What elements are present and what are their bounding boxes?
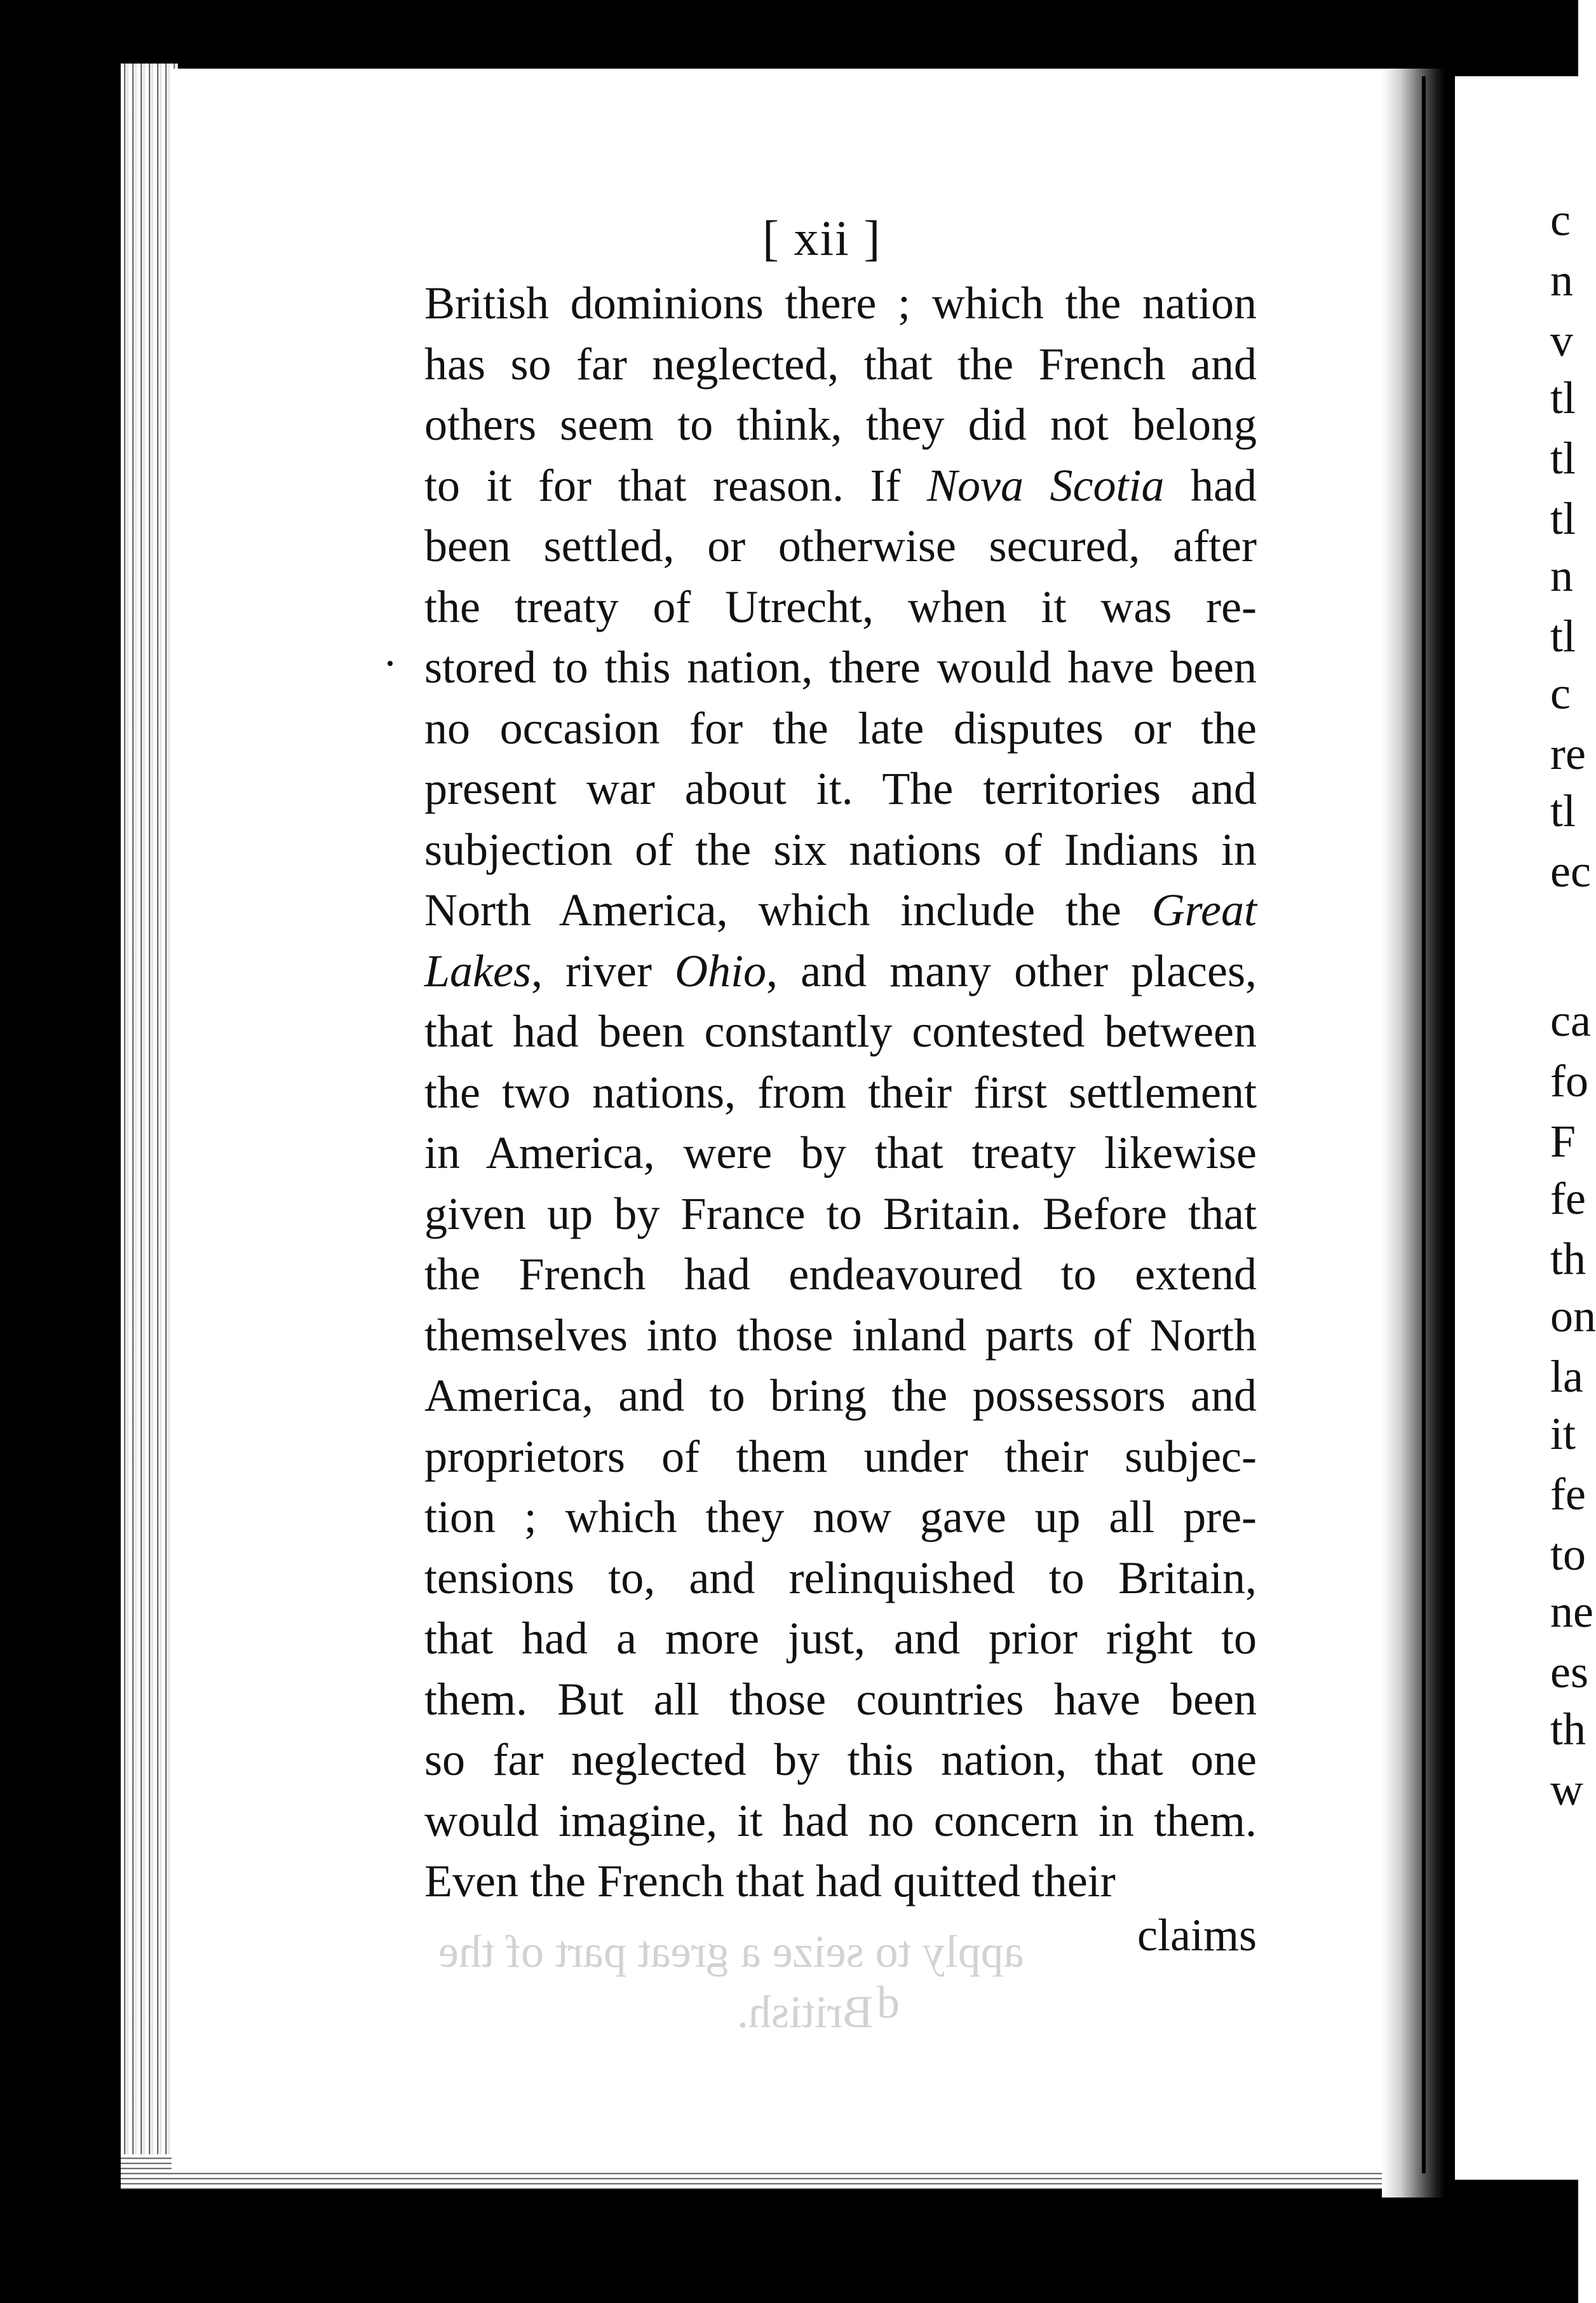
text-line: themselves into those inland parts of North — [424, 1309, 1257, 1361]
facing-page-fragment: ec — [1550, 846, 1591, 897]
text-line: present war about it. The territories and — [424, 763, 1257, 814]
facing-page-fragment: c — [1550, 668, 1571, 719]
facing-page-fragment: tl — [1550, 433, 1576, 484]
facing-page-fragment: th — [1550, 1233, 1586, 1284]
text-line: the French had endeavoured to extend — [424, 1249, 1257, 1300]
book-gutter — [1382, 69, 1445, 2198]
text-line: given up by France to Britain. Before that — [424, 1188, 1257, 1239]
facing-page-fragment: w — [1550, 1764, 1583, 1815]
facing-page-fragment: th — [1550, 1704, 1586, 1755]
text-line: America, and to bring the possessors and — [424, 1370, 1257, 1421]
text-line: tion ; which they now gave up all pre- — [424, 1491, 1257, 1542]
text-line: that had been constantly contested between — [424, 1006, 1257, 1057]
text-line: been settled, or otherwise secured, after — [424, 520, 1257, 571]
facing-page-fragment: c — [1550, 194, 1571, 245]
text-line: has so far neglected, that the French and — [424, 338, 1257, 390]
bleed-through-text: apply to seize a great part of the — [438, 1926, 1024, 1977]
facing-page-fragment: tl — [1550, 372, 1576, 423]
facing-page-fragment: it — [1550, 1408, 1576, 1459]
facing-page-fragment: n — [1550, 550, 1573, 601]
text-line: them. But all those countries have been — [424, 1673, 1257, 1725]
facing-page-fragment: tl — [1550, 493, 1576, 544]
facing-page-fragment: re — [1550, 728, 1586, 779]
text-line: subjection of the six nations of Indians in — [424, 824, 1257, 875]
bleed-through-signature: b — [877, 1977, 900, 2028]
facing-page-fragment: fo — [1550, 1056, 1588, 1106]
page-number-header: [ xii ] — [762, 210, 882, 266]
ink-speck — [1563, 2262, 1569, 2269]
text-line: Even the French that had quitted their — [424, 1856, 1116, 1906]
text-line: the two nations, from their first settlement — [424, 1066, 1257, 1118]
text-line: proprietors of them under their subjec- — [424, 1430, 1257, 1482]
facing-page-fragment: v — [1550, 315, 1573, 366]
facing-page-fragment: ne — [1550, 1586, 1593, 1637]
facing-page-fragment: n — [1550, 255, 1573, 306]
ink-speck — [388, 661, 393, 666]
page-edges-left — [121, 64, 178, 2186]
facing-page-fragment: on — [1550, 1291, 1596, 1342]
ink-speck — [1527, 4, 1532, 24]
facing-page-fragment: es — [1550, 1647, 1588, 1697]
text-line: tensions to, and relinquished to Britain, — [424, 1552, 1257, 1603]
text-line: in America, were by that treaty likewise — [424, 1127, 1257, 1178]
facing-page-fragment: to — [1550, 1529, 1586, 1580]
facing-page-fragment: ca — [1550, 995, 1591, 1046]
facing-page — [1455, 76, 1596, 2180]
facing-page-fragment: la — [1550, 1351, 1583, 1402]
bleed-through-text: British. — [737, 1987, 874, 2037]
facing-page-fragment: F — [1550, 1116, 1576, 1167]
text-line: stored to this nation, there would have been — [424, 642, 1257, 693]
facing-page-fragment: tl — [1550, 785, 1576, 836]
facing-page-fragment: tl — [1550, 611, 1576, 662]
catchword: claims — [1137, 1910, 1257, 1960]
text-line: North America, which include the Great — [424, 885, 1257, 935]
text-line: the treaty of Utrecht, when it was re- — [424, 581, 1257, 632]
text-line: so far neglected by this nation, that one — [424, 1734, 1257, 1785]
text-line: that had a more just, and prior right to — [424, 1613, 1257, 1664]
facing-page-fragment: fe — [1550, 1173, 1586, 1224]
text-line: others seem to think, they did not belong — [424, 399, 1257, 450]
facing-page-fragment: fe — [1550, 1469, 1586, 1519]
gutter-fold — [1422, 76, 1426, 2173]
text-line: to it for that reason. If Nova Scotia had — [424, 459, 1257, 511]
text-line: no occasion for the late disputes or the — [424, 702, 1257, 754]
body-text — [424, 273, 1257, 1912]
text-line: would imagine, it had no concern in them. — [424, 1795, 1257, 1846]
text-line: British dominions there ; which the nation — [424, 278, 1257, 329]
text-line: Lakes, river Ohio, and many other places, — [424, 945, 1257, 996]
